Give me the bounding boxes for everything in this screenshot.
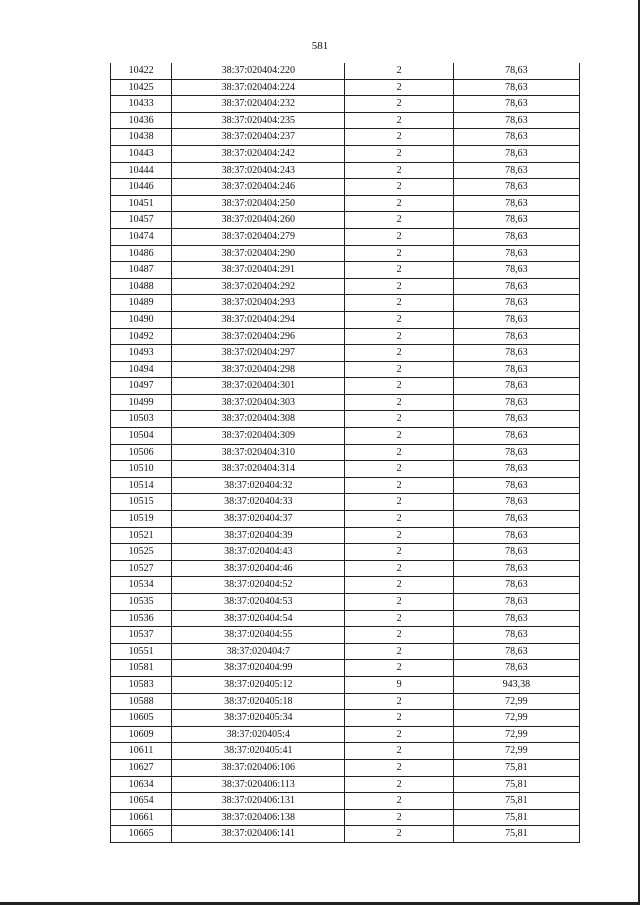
cell-cadastral-id: 38:37:020404:310 — [172, 444, 345, 461]
table-row — [111, 594, 580, 611]
cell-number: 10504 — [111, 428, 172, 445]
cell-value: 78,63 — [453, 643, 579, 660]
cell-cadastral-id: 38:37:020404:246 — [172, 179, 345, 196]
cell-number: 10438 — [111, 129, 172, 146]
cell-count: 2 — [345, 660, 453, 677]
table-row — [111, 378, 580, 395]
table-row — [111, 527, 580, 544]
cell-number: 10443 — [111, 145, 172, 162]
cell-cadastral-id: 38:37:020404:296 — [172, 328, 345, 345]
cell-cadastral-id: 38:37:020405:41 — [172, 743, 345, 760]
cell-count: 2 — [345, 394, 453, 411]
cell-value: 78,63 — [453, 295, 579, 312]
cell-cadastral-id: 38:37:020404:43 — [172, 544, 345, 561]
data-table — [110, 63, 580, 843]
cell-cadastral-id: 38:37:020404:303 — [172, 394, 345, 411]
cell-count: 2 — [345, 345, 453, 362]
cell-value: 78,63 — [453, 461, 579, 478]
cell-value: 78,63 — [453, 527, 579, 544]
table-row — [111, 262, 580, 279]
cell-count: 2 — [345, 743, 453, 760]
cell-count: 2 — [345, 544, 453, 561]
cell-value: 78,63 — [453, 444, 579, 461]
cell-cadastral-id: 38:37:020404:53 — [172, 594, 345, 611]
cell-number: 10627 — [111, 759, 172, 776]
cell-number: 10457 — [111, 212, 172, 229]
cell-number: 10474 — [111, 228, 172, 245]
table-row — [111, 145, 580, 162]
cell-number: 10534 — [111, 577, 172, 594]
cell-count: 2 — [345, 245, 453, 262]
cell-value: 78,63 — [453, 311, 579, 328]
page-number: 581 — [311, 40, 329, 52]
cell-count: 2 — [345, 411, 453, 428]
cell-value: 78,63 — [453, 477, 579, 494]
table-row — [111, 195, 580, 212]
table-row — [111, 544, 580, 561]
cell-count: 2 — [345, 726, 453, 743]
cell-count: 2 — [345, 527, 453, 544]
cell-cadastral-id: 38:37:020404:55 — [172, 627, 345, 644]
cell-count: 2 — [345, 96, 453, 113]
cell-number: 10422 — [111, 63, 172, 79]
cell-count: 2 — [345, 328, 453, 345]
cell-number: 10503 — [111, 411, 172, 428]
table-row — [111, 394, 580, 411]
cell-cadastral-id: 38:37:020405:34 — [172, 710, 345, 727]
cell-count: 2 — [345, 826, 453, 843]
cell-value: 78,63 — [453, 560, 579, 577]
table-row — [111, 79, 580, 96]
cell-cadastral-id: 38:37:020404:52 — [172, 577, 345, 594]
cell-count: 2 — [345, 793, 453, 810]
cell-cadastral-id: 38:37:020404:224 — [172, 79, 345, 96]
cell-number: 10611 — [111, 743, 172, 760]
cell-number: 10451 — [111, 195, 172, 212]
cell-number: 10492 — [111, 328, 172, 345]
cell-cadastral-id: 38:37:020404:250 — [172, 195, 345, 212]
cell-cadastral-id: 38:37:020404:301 — [172, 378, 345, 395]
cell-cadastral-id: 38:37:020404:298 — [172, 361, 345, 378]
cell-value: 72,99 — [453, 726, 579, 743]
cell-cadastral-id: 38:37:020404:242 — [172, 145, 345, 162]
cell-count: 2 — [345, 693, 453, 710]
cell-cadastral-id: 38:37:020404:220 — [172, 63, 345, 79]
cell-cadastral-id: 38:37:020405:4 — [172, 726, 345, 743]
cell-cadastral-id: 38:37:020404:54 — [172, 610, 345, 627]
table-body — [111, 63, 580, 842]
table-row — [111, 627, 580, 644]
table-row — [111, 743, 580, 760]
cell-number: 10609 — [111, 726, 172, 743]
cell-cadastral-id: 38:37:020404:235 — [172, 112, 345, 129]
cell-number: 10581 — [111, 660, 172, 677]
cell-cadastral-id: 38:37:020404:33 — [172, 494, 345, 511]
cell-count: 2 — [345, 262, 453, 279]
cell-value: 75,81 — [453, 776, 579, 793]
cell-value: 78,63 — [453, 79, 579, 96]
cell-count: 2 — [345, 361, 453, 378]
cell-number: 10497 — [111, 378, 172, 395]
cell-value: 78,63 — [453, 411, 579, 428]
cell-value: 78,63 — [453, 195, 579, 212]
cell-cadastral-id: 38:37:020406:106 — [172, 759, 345, 776]
cell-value: 78,63 — [453, 112, 579, 129]
cell-value: 78,63 — [453, 278, 579, 295]
cell-value: 72,99 — [453, 710, 579, 727]
cell-value: 78,63 — [453, 63, 579, 79]
cell-cadastral-id: 38:37:020404:293 — [172, 295, 345, 312]
table-row — [111, 560, 580, 577]
cell-value: 78,63 — [453, 394, 579, 411]
table-row — [111, 726, 580, 743]
cell-cadastral-id: 38:37:020404:46 — [172, 560, 345, 577]
table-row — [111, 494, 580, 511]
table-row — [111, 461, 580, 478]
table-row — [111, 295, 580, 312]
cell-count: 2 — [345, 494, 453, 511]
table-row — [111, 793, 580, 810]
cell-count: 2 — [345, 228, 453, 245]
cell-count: 2 — [345, 278, 453, 295]
table-row — [111, 411, 580, 428]
cell-number: 10537 — [111, 627, 172, 644]
cell-count: 2 — [345, 461, 453, 478]
table-row — [111, 477, 580, 494]
table-row — [111, 809, 580, 826]
cell-cadastral-id: 38:37:020404:32 — [172, 477, 345, 494]
cell-number: 10605 — [111, 710, 172, 727]
cell-count: 2 — [345, 759, 453, 776]
cell-count: 2 — [345, 112, 453, 129]
cell-count: 2 — [345, 610, 453, 627]
cell-count: 9 — [345, 676, 453, 693]
table-row — [111, 660, 580, 677]
cell-count: 2 — [345, 145, 453, 162]
cell-cadastral-id: 38:37:020404:314 — [172, 461, 345, 478]
table-row — [111, 328, 580, 345]
cell-cadastral-id: 38:37:020404:292 — [172, 278, 345, 295]
cell-number: 10536 — [111, 610, 172, 627]
table-row — [111, 63, 580, 79]
cell-value: 75,81 — [453, 759, 579, 776]
cell-value: 72,99 — [453, 693, 579, 710]
cell-number: 10525 — [111, 544, 172, 561]
cell-number: 10661 — [111, 809, 172, 826]
cell-cadastral-id: 38:37:020404:39 — [172, 527, 345, 544]
cell-cadastral-id: 38:37:020406:131 — [172, 793, 345, 810]
cell-value: 75,81 — [453, 826, 579, 843]
cell-number: 10634 — [111, 776, 172, 793]
cell-number: 10486 — [111, 245, 172, 262]
cell-number: 10425 — [111, 79, 172, 96]
table-row — [111, 776, 580, 793]
cell-cadastral-id: 38:37:020404:291 — [172, 262, 345, 279]
cell-number: 10583 — [111, 676, 172, 693]
cell-value: 72,99 — [453, 743, 579, 760]
cell-cadastral-id: 38:37:020404:279 — [172, 228, 345, 245]
table-row — [111, 643, 580, 660]
cell-number: 10551 — [111, 643, 172, 660]
cell-count: 2 — [345, 63, 453, 79]
cell-number: 10535 — [111, 594, 172, 611]
table-row — [111, 96, 580, 113]
cell-value: 78,63 — [453, 162, 579, 179]
cell-number: 10493 — [111, 345, 172, 362]
cell-cadastral-id: 38:37:020404:243 — [172, 162, 345, 179]
cell-cadastral-id: 38:37:020406:141 — [172, 826, 345, 843]
cell-value: 78,63 — [453, 428, 579, 445]
cell-number: 10446 — [111, 179, 172, 196]
cell-count: 2 — [345, 477, 453, 494]
cell-count: 2 — [345, 577, 453, 594]
table-row — [111, 179, 580, 196]
cell-number: 10515 — [111, 494, 172, 511]
cell-cadastral-id: 38:37:020406:113 — [172, 776, 345, 793]
cell-cadastral-id: 38:37:020404:237 — [172, 129, 345, 146]
cell-value: 78,63 — [453, 627, 579, 644]
table-row — [111, 311, 580, 328]
cell-value: 78,63 — [453, 328, 579, 345]
table-row — [111, 278, 580, 295]
cell-number: 10506 — [111, 444, 172, 461]
cell-cadastral-id: 38:37:020404:309 — [172, 428, 345, 445]
cell-value: 78,63 — [453, 129, 579, 146]
table-row — [111, 129, 580, 146]
cell-value: 75,81 — [453, 809, 579, 826]
cell-cadastral-id: 38:37:020406:138 — [172, 809, 345, 826]
cell-cadastral-id: 38:37:020405:18 — [172, 693, 345, 710]
cell-number: 10494 — [111, 361, 172, 378]
cell-number: 10488 — [111, 278, 172, 295]
cell-value: 78,63 — [453, 511, 579, 528]
cell-value: 78,63 — [453, 145, 579, 162]
table-row — [111, 361, 580, 378]
cell-count: 2 — [345, 212, 453, 229]
cell-count: 2 — [345, 776, 453, 793]
table-row — [111, 245, 580, 262]
cell-cadastral-id: 38:37:020404:260 — [172, 212, 345, 229]
cell-value: 78,63 — [453, 544, 579, 561]
cell-number: 10489 — [111, 295, 172, 312]
table-row — [111, 428, 580, 445]
cell-value: 75,81 — [453, 793, 579, 810]
cell-count: 2 — [345, 378, 453, 395]
cell-number: 10521 — [111, 527, 172, 544]
table-row — [111, 511, 580, 528]
table-row — [111, 112, 580, 129]
cell-count: 2 — [345, 179, 453, 196]
table-row — [111, 345, 580, 362]
cell-cadastral-id: 38:37:020404:232 — [172, 96, 345, 113]
cell-value: 78,63 — [453, 345, 579, 362]
table-row — [111, 444, 580, 461]
cell-count: 2 — [345, 295, 453, 312]
cell-number: 10444 — [111, 162, 172, 179]
cell-number: 10514 — [111, 477, 172, 494]
cell-number: 10519 — [111, 511, 172, 528]
cell-value: 78,63 — [453, 179, 579, 196]
cell-count: 2 — [345, 129, 453, 146]
cell-count: 2 — [345, 710, 453, 727]
cell-count: 2 — [345, 809, 453, 826]
table-row — [111, 212, 580, 229]
cell-cadastral-id: 38:37:020404:99 — [172, 660, 345, 677]
cell-number: 10527 — [111, 560, 172, 577]
cell-count: 2 — [345, 79, 453, 96]
cell-value: 78,63 — [453, 378, 579, 395]
cell-number: 10499 — [111, 394, 172, 411]
cell-count: 2 — [345, 444, 453, 461]
cell-value: 78,63 — [453, 245, 579, 262]
cell-value: 78,63 — [453, 228, 579, 245]
cell-cadastral-id: 38:37:020405:12 — [172, 676, 345, 693]
cell-count: 2 — [345, 560, 453, 577]
cell-value: 78,63 — [453, 494, 579, 511]
cell-count: 2 — [345, 195, 453, 212]
table-row — [111, 610, 580, 627]
cell-value: 78,63 — [453, 212, 579, 229]
cell-count: 2 — [345, 428, 453, 445]
cell-cadastral-id: 38:37:020404:37 — [172, 511, 345, 528]
table-row — [111, 162, 580, 179]
cell-cadastral-id: 38:37:020404:308 — [172, 411, 345, 428]
cell-count: 2 — [345, 311, 453, 328]
cell-value: 78,63 — [453, 96, 579, 113]
cell-number: 10436 — [111, 112, 172, 129]
cell-number: 10665 — [111, 826, 172, 843]
cell-cadastral-id: 38:37:020404:7 — [172, 643, 345, 660]
cell-number: 10588 — [111, 693, 172, 710]
table-row — [111, 759, 580, 776]
cell-count: 2 — [345, 643, 453, 660]
cell-cadastral-id: 38:37:020404:294 — [172, 311, 345, 328]
cell-value: 78,63 — [453, 610, 579, 627]
cell-count: 2 — [345, 627, 453, 644]
cell-value: 78,63 — [453, 660, 579, 677]
table-row — [111, 693, 580, 710]
table-row — [111, 826, 580, 843]
table-row — [111, 228, 580, 245]
cell-count: 2 — [345, 594, 453, 611]
cell-number: 10433 — [111, 96, 172, 113]
table-row — [111, 676, 580, 693]
cell-count: 2 — [345, 162, 453, 179]
cell-number: 10654 — [111, 793, 172, 810]
cell-value: 78,63 — [453, 262, 579, 279]
cell-value: 78,63 — [453, 577, 579, 594]
cell-number: 10490 — [111, 311, 172, 328]
cell-cadastral-id: 38:37:020404:297 — [172, 345, 345, 362]
table-row — [111, 577, 580, 594]
cell-cadastral-id: 38:37:020404:290 — [172, 245, 345, 262]
cell-value: 78,63 — [453, 594, 579, 611]
cell-value: 943,38 — [453, 676, 579, 693]
cell-count: 2 — [345, 511, 453, 528]
cell-number: 10487 — [111, 262, 172, 279]
table-row — [111, 710, 580, 727]
cell-value: 78,63 — [453, 361, 579, 378]
cell-number: 10510 — [111, 461, 172, 478]
